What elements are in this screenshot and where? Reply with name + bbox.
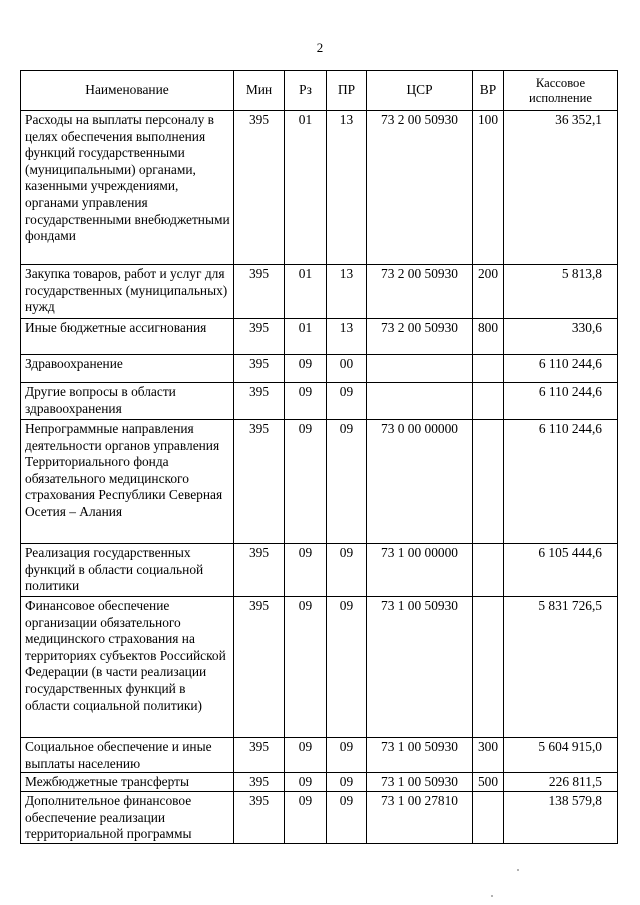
row-vr: 200: [473, 265, 504, 319]
row-pr: 13: [327, 111, 367, 265]
row-vr: 100: [473, 111, 504, 265]
row-amount: 5 604 915,0: [504, 738, 618, 773]
row-vr: [473, 792, 504, 844]
row-min: 395: [234, 111, 285, 265]
row-min: 395: [234, 420, 285, 544]
row-min: 395: [234, 383, 285, 420]
row-pr: 09: [327, 383, 367, 420]
row-name: Дополнительное финансовое обеспечение реализации территориальной программы: [21, 792, 234, 844]
row-vr: [473, 383, 504, 420]
row-vr: [473, 355, 504, 383]
table-row: [21, 111, 618, 265]
row-min: 395: [234, 319, 285, 355]
row-rz: 01: [285, 265, 327, 319]
row-csr: 73 2 00 50930: [367, 111, 473, 265]
row-min: 395: [234, 773, 285, 792]
row-name: Закупка товаров, работ и услуг для государственных (муниципальных) нужд: [21, 265, 234, 319]
row-rz: 09: [285, 383, 327, 420]
header-min: Мин: [234, 71, 285, 111]
row-min: 395: [234, 265, 285, 319]
table-row: [21, 738, 618, 773]
row-rz: 01: [285, 319, 327, 355]
row-csr: 73 1 00 50930: [367, 597, 473, 738]
table-row: [21, 355, 618, 383]
row-amount: 5 813,8: [504, 265, 618, 319]
row-vr: 300: [473, 738, 504, 773]
row-min: 395: [234, 597, 285, 738]
row-min: 395: [234, 738, 285, 773]
page-number: 2: [316, 40, 324, 55]
table-row: [21, 383, 618, 420]
row-csr: 73 2 00 50930: [367, 319, 473, 355]
row-csr: 73 1 00 27810: [367, 792, 473, 844]
table-row: [21, 420, 618, 544]
row-csr: [367, 355, 473, 383]
header-vr: ВР: [473, 71, 504, 111]
header-amount: Кассовое исполнение: [504, 71, 618, 111]
row-pr: 13: [327, 265, 367, 319]
row-vr: [473, 544, 504, 597]
row-amount: 6 105 444,6: [504, 544, 618, 597]
row-rz: 09: [285, 597, 327, 738]
row-amount: 6 110 244,6: [504, 420, 618, 544]
row-pr: 09: [327, 420, 367, 544]
scan-speck: [517, 869, 519, 871]
row-name: Межбюджетные трансферты: [21, 773, 234, 792]
budget-execution-table: [20, 70, 618, 844]
row-min: 395: [234, 355, 285, 383]
row-pr: 13: [327, 319, 367, 355]
row-rz: 09: [285, 792, 327, 844]
header-name: Наименование: [21, 71, 234, 111]
table-row: [21, 773, 618, 792]
table-row: [21, 319, 618, 355]
row-amount: 36 352,1: [504, 111, 618, 265]
row-pr: 09: [327, 773, 367, 792]
row-name: Расходы на выплаты персоналу в целях обеспечения выполнения функций государственными (муниципальными) органами, казенными учреждениями, органами управления государственными внебюджетными фондами: [21, 111, 234, 265]
row-amount: 5 831 726,5: [504, 597, 618, 738]
row-vr: 800: [473, 319, 504, 355]
row-amount: 138 579,8: [504, 792, 618, 844]
row-vr: [473, 597, 504, 738]
row-csr: 73 2 00 50930: [367, 265, 473, 319]
row-name: Социальное обеспечение и иные выплаты населению: [21, 738, 234, 773]
header-csr: ЦСР: [367, 71, 473, 111]
table-row: [21, 544, 618, 597]
row-rz: 09: [285, 544, 327, 597]
row-name: Реализация государственных функций в области социальной политики: [21, 544, 234, 597]
row-rz: 09: [285, 420, 327, 544]
row-amount: 6 110 244,6: [504, 383, 618, 420]
table-row: [21, 597, 618, 738]
row-name: Непрограммные направления деятельности органов управления Территориального фонда обязательного медицинского страхования Республики Северная Осетия – Алания: [21, 420, 234, 544]
row-pr: 00: [327, 355, 367, 383]
row-rz: 09: [285, 738, 327, 773]
row-pr: 09: [327, 738, 367, 773]
table-row: [21, 792, 618, 844]
row-min: 395: [234, 544, 285, 597]
row-csr: 73 1 00 50930: [367, 738, 473, 773]
row-csr: 73 1 00 00000: [367, 544, 473, 597]
row-vr: 500: [473, 773, 504, 792]
row-vr: [473, 420, 504, 544]
row-pr: 09: [327, 792, 367, 844]
row-csr: 73 1 00 50930: [367, 773, 473, 792]
row-rz: 09: [285, 355, 327, 383]
row-min: 395: [234, 792, 285, 844]
row-name: Другие вопросы в области здравоохранения: [21, 383, 234, 420]
row-rz: 09: [285, 773, 327, 792]
scan-speck: [491, 895, 493, 897]
table-header-row: [21, 71, 618, 111]
table-row: [21, 265, 618, 319]
row-rz: 01: [285, 111, 327, 265]
header-rz: Рз: [285, 71, 327, 111]
row-amount: 6 110 244,6: [504, 355, 618, 383]
row-name: Финансовое обеспечение организации обязательного медицинского страхования на территориях субъектов Российской Федерации (в части реализации государственных функций в области социальной политики): [21, 597, 234, 738]
row-amount: 330,6: [504, 319, 618, 355]
row-name: Здравоохранение: [21, 355, 234, 383]
row-amount: 226 811,5: [504, 773, 618, 792]
row-csr: 73 0 00 00000: [367, 420, 473, 544]
row-name: Иные бюджетные ассигнования: [21, 319, 234, 355]
row-csr: [367, 383, 473, 420]
header-pr: ПР: [327, 71, 367, 111]
row-pr: 09: [327, 544, 367, 597]
row-pr: 09: [327, 597, 367, 738]
